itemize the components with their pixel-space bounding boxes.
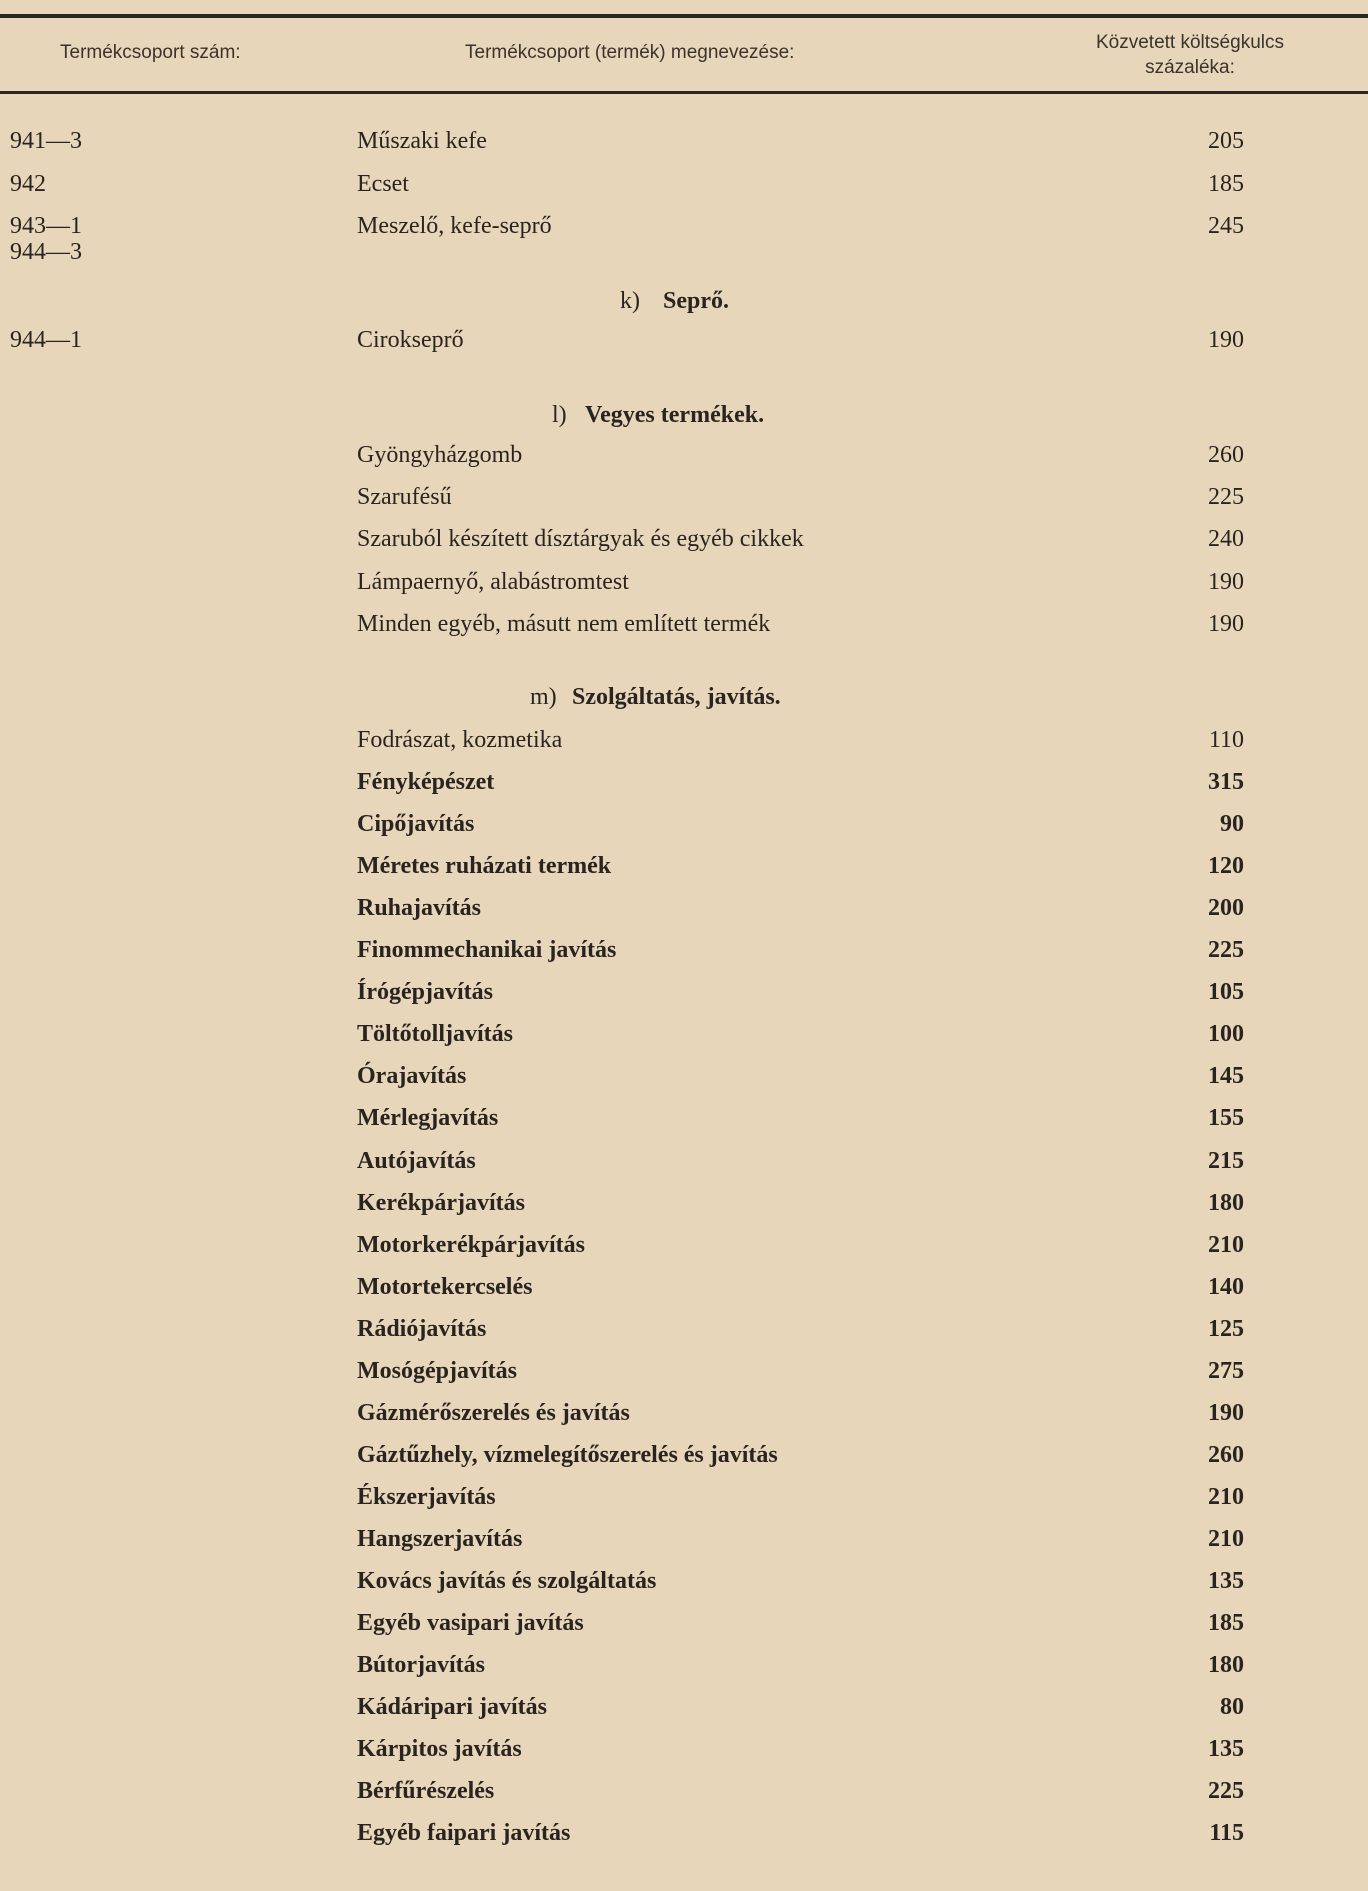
product-group-code: 944—1 — [10, 327, 82, 353]
overhead-rate: 125 — [1208, 1315, 1244, 1342]
product-group-name: Kovács javítás és szolgáltatás — [357, 1568, 657, 1594]
header-rate-line1: Közvetett költségkulcs — [1096, 32, 1284, 53]
table-row — [0, 1652, 1368, 1692]
section-letter: k) — [620, 288, 640, 314]
table-row — [0, 1820, 1368, 1860]
product-group-name: Finommechanikai javítás — [357, 937, 617, 964]
product-group-name: Hangszerjavítás — [357, 1525, 523, 1552]
overhead-rate: 210 — [1208, 1231, 1244, 1258]
overhead-rate: 245 — [1208, 213, 1244, 239]
product-group-name: Mosógépjavítás — [357, 1357, 517, 1384]
table-row — [0, 327, 1368, 367]
product-group-name: Egyéb faipari javítás — [357, 1820, 571, 1847]
overhead-rate: 185 — [1208, 171, 1244, 197]
table-row — [0, 1148, 1368, 1188]
overhead-rate: 190 — [1208, 610, 1244, 637]
table-row — [0, 1232, 1368, 1272]
section-title: Szolgáltatás, javítás. — [572, 684, 781, 710]
overhead-rate: 215 — [1208, 1147, 1244, 1174]
product-group-name: Ruhajavítás — [357, 895, 482, 922]
product-group-name: Autójavítás — [357, 1147, 476, 1174]
overhead-rate: 210 — [1208, 1483, 1244, 1510]
table-row — [0, 1526, 1368, 1566]
product-group-name: Motorkerékpárjavítás — [357, 1231, 585, 1258]
product-group-name: Mérlegjavítás — [357, 1105, 499, 1132]
product-group-name: Gáztűzhely, vízmelegítőszerelés és javítás — [357, 1441, 778, 1468]
overhead-rate: 145 — [1208, 1063, 1244, 1090]
product-group-code-1: 943—1 — [10, 213, 82, 239]
overhead-rate: 315 — [1208, 769, 1244, 796]
table-row — [0, 1105, 1368, 1145]
overhead-rate: 240 — [1208, 526, 1244, 553]
product-group-name: Meszelő, kefe-seprő — [357, 213, 552, 239]
product-group-name: Gázmérőszerelés és javítás — [357, 1399, 630, 1426]
overhead-rate: 260 — [1208, 442, 1244, 468]
overhead-rate: 100 — [1208, 1021, 1244, 1048]
overhead-rate: 110 — [1208, 727, 1244, 753]
overhead-rate: 140 — [1208, 1273, 1244, 1300]
product-group-name: Ékszerjavítás — [357, 1483, 496, 1510]
overhead-rate: 210 — [1208, 1525, 1244, 1552]
header-code-column: Termékcsoport szám: — [60, 42, 241, 63]
product-group-name: Műszaki kefe — [357, 128, 487, 154]
table-row — [0, 1021, 1368, 1061]
table-row — [0, 1694, 1368, 1734]
table-row — [0, 1484, 1368, 1524]
product-group-name: Bérfűrészelés — [357, 1778, 495, 1805]
overhead-rate: 180 — [1208, 1652, 1244, 1679]
product-group-name: Rádiójavítás — [357, 1315, 487, 1342]
table-row — [0, 1063, 1368, 1103]
product-group-name: Fodrászat, kozmetika — [357, 727, 563, 753]
overhead-rate: 135 — [1208, 1736, 1244, 1763]
product-group-name: Egyéb vasipari javítás — [357, 1610, 584, 1637]
overhead-rate: 115 — [1209, 1820, 1244, 1847]
product-group-name: Cirokseprő — [357, 327, 464, 353]
header-rate-column — [1040, 30, 1340, 80]
top-rule — [0, 14, 1368, 18]
table-row — [0, 1442, 1368, 1482]
product-group-name: Órajavítás — [357, 1063, 467, 1090]
overhead-rate: 205 — [1208, 128, 1244, 154]
table-row — [0, 611, 1368, 651]
overhead-rate: 120 — [1208, 853, 1244, 880]
table-row — [0, 1274, 1368, 1314]
product-group-name: Motortekercselés — [357, 1273, 533, 1300]
table-row — [0, 979, 1368, 1019]
overhead-rate: 275 — [1208, 1357, 1244, 1384]
product-group-name: Minden egyéb, másutt nem említett termék — [357, 610, 771, 637]
table-row — [0, 1736, 1368, 1776]
product-group-name: Kádáripari javítás — [357, 1694, 547, 1721]
overhead-rate: 260 — [1208, 1441, 1244, 1468]
table-row — [0, 1358, 1368, 1398]
table-row — [0, 895, 1368, 935]
product-group-name: Méretes ruházati termék — [357, 853, 612, 880]
table-row — [0, 1568, 1368, 1608]
section-title: Vegyes termékek. — [585, 402, 765, 428]
overhead-rate: 225 — [1208, 1778, 1244, 1805]
table-row — [0, 569, 1368, 609]
overhead-rate: 190 — [1208, 1399, 1244, 1426]
product-group-name: Töltőtolljavítás — [357, 1021, 513, 1048]
overhead-rate: 180 — [1208, 1189, 1244, 1216]
overhead-rate: 225 — [1208, 937, 1244, 964]
table-row — [0, 1400, 1368, 1440]
product-group-name: Cipőjavítás — [357, 811, 475, 838]
header-name-column: Termékcsoport (termék) megnevezése: — [465, 42, 795, 63]
product-group-code: 941—3 — [10, 128, 82, 154]
table-row — [0, 853, 1368, 893]
table-row — [0, 213, 1368, 265]
table-row — [0, 1610, 1368, 1650]
table-row — [0, 727, 1368, 767]
section-letter: m) — [530, 684, 557, 710]
product-group-name: Szarufésű — [357, 484, 452, 511]
table-row — [0, 484, 1368, 524]
product-group-name: Fényképészet — [357, 769, 495, 796]
overhead-rate: 225 — [1208, 484, 1244, 511]
header-rate-line2: százaléka: — [1145, 57, 1235, 78]
product-group-name: Bútorjavítás — [357, 1652, 485, 1679]
table-row — [0, 1190, 1368, 1230]
overhead-rate: 135 — [1208, 1568, 1244, 1594]
product-group-name: Szaruból készített dísztárgyak és egyéb cikkek — [357, 526, 804, 553]
overhead-rate: 155 — [1208, 1105, 1244, 1132]
product-group-name: Ecset — [357, 171, 409, 197]
overhead-rate: 80 — [1220, 1694, 1244, 1721]
table-row — [0, 171, 1368, 211]
product-group-code: 942 — [10, 171, 46, 197]
overhead-rate: 200 — [1208, 895, 1244, 922]
table-row — [0, 811, 1368, 851]
product-group-code — [10, 213, 82, 265]
table-row — [0, 1778, 1368, 1818]
table-row — [0, 526, 1368, 566]
header-rule — [0, 91, 1368, 94]
table-row — [0, 937, 1368, 977]
overhead-rate: 185 — [1208, 1610, 1244, 1637]
table-row — [0, 442, 1368, 482]
product-group-name: Írógépjavítás — [357, 979, 493, 1006]
table-row — [0, 1316, 1368, 1356]
product-group-name: Kárpitos javítás — [357, 1736, 522, 1763]
overhead-rate: 90 — [1220, 811, 1244, 838]
section-letter: l) — [552, 402, 567, 428]
table-row — [0, 769, 1368, 809]
table-row — [0, 128, 1368, 168]
overhead-rate: 105 — [1208, 979, 1244, 1006]
section-title: Seprő. — [663, 288, 729, 314]
overhead-rate: 190 — [1208, 568, 1244, 595]
product-group-name: Gyöngyházgomb — [357, 442, 523, 468]
product-group-name: Lámpaernyő, alabástromtest — [357, 568, 629, 595]
product-group-name: Kerékpárjavítás — [357, 1189, 525, 1216]
product-group-code-2: 944—3 — [10, 239, 82, 265]
overhead-rate: 190 — [1208, 327, 1244, 353]
